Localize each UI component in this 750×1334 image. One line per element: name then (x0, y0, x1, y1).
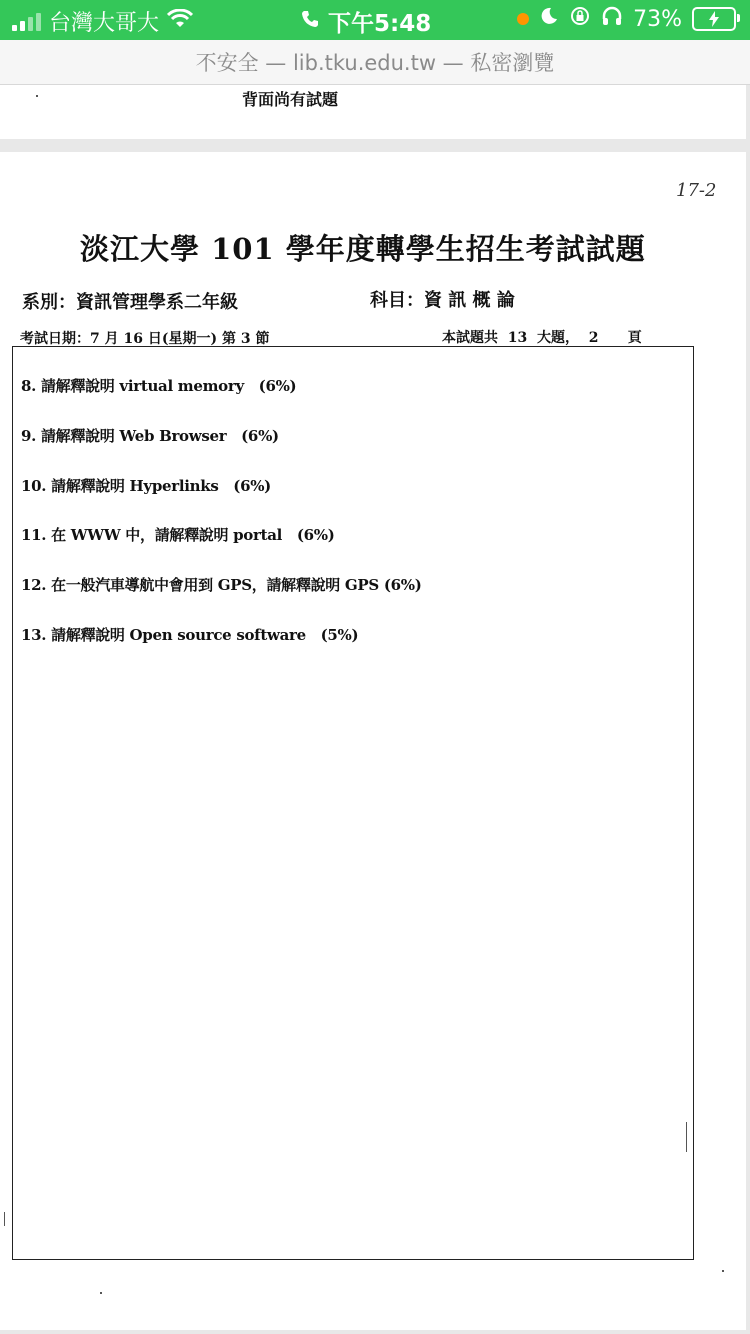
question-box (12, 346, 694, 1260)
scan-speck (722, 1270, 724, 1272)
question-item: 13. 請解釋說明 Open source software (5%) (21, 626, 359, 644)
recording-indicator-icon (517, 13, 529, 25)
url-text: 不安全 — lib.tku.edu.tw — 私密瀏覽 (195, 51, 555, 75)
page-number: 17-2 (676, 180, 717, 201)
orientation-lock-icon (569, 5, 591, 33)
exam-title: 淡江大學 101 學年度轉學生招生考試試題 (80, 232, 646, 266)
carrier-name: 台灣大哥大 (49, 11, 160, 36)
signal-icon (12, 13, 41, 31)
address-bar[interactable] (0, 40, 750, 85)
scan-speck (686, 1122, 687, 1152)
department-label: 系別：資訊管理學系二年級 (22, 292, 238, 313)
exam-page (0, 152, 746, 1330)
question-item: 10. 請解釋說明 Hyperlinks (6%) (21, 477, 271, 495)
continue-note: 背面尚有試題 (242, 90, 339, 109)
battery-charging-icon (692, 7, 736, 31)
previous-page-bottom (0, 85, 746, 139)
moon-icon (539, 6, 559, 32)
phone-icon (300, 9, 320, 35)
status-bar (0, 0, 750, 40)
headphones-icon (601, 5, 623, 33)
scan-speck (4, 1212, 5, 1226)
subject-label: 科目：資 訊 概 論 (370, 290, 515, 311)
wifi-icon (167, 9, 193, 35)
clock: 下午5:48 (328, 11, 432, 37)
question-item: 12. 在一般汽車導航中會用到 GPS，請解釋說明 GPS (6%) (21, 576, 422, 594)
battery-percent: 73% (633, 6, 682, 32)
question-count: 本試題共 13 大題， 2 頁 (442, 330, 642, 346)
question-item: 8. 請解釋說明 virtual memory (6%) (21, 377, 297, 395)
exam-date: 考試日期：7 月 16 日(星期一) 第 3 節 (20, 331, 270, 347)
question-item: 11. 在 WWW 中，請解釋說明 portal (6%) (21, 526, 335, 544)
question-item: 9. 請解釋說明 Web Browser (6%) (21, 427, 279, 445)
scan-speck (100, 1292, 102, 1294)
scan-speck (36, 95, 38, 97)
